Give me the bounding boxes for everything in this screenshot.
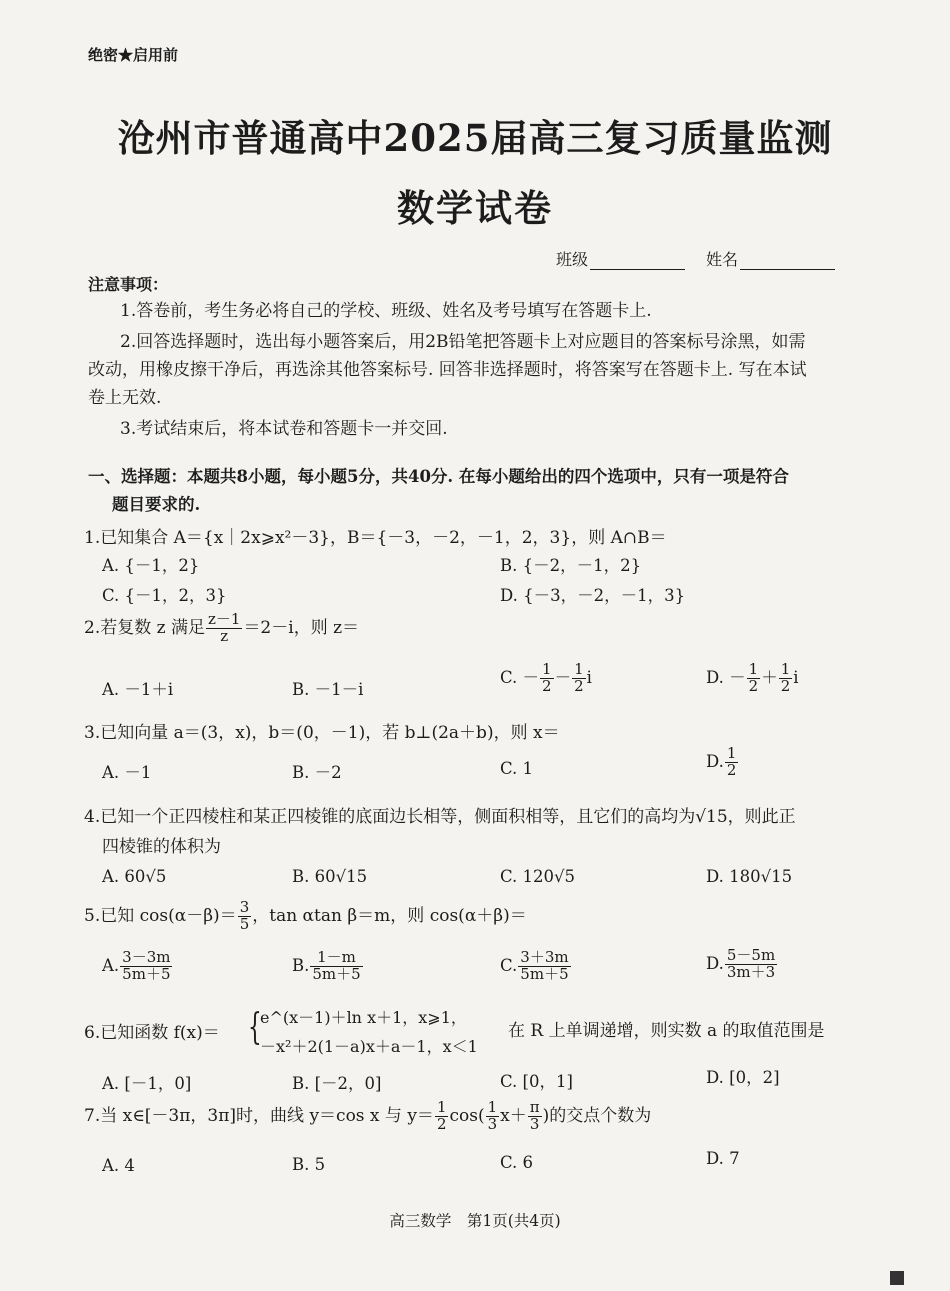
section-line1: 一、选择题：本题共8小题，每小题5分，共40分. 在每小题给出的四个选项中，只有一项是符合	[88, 467, 789, 486]
q2-option-c: C. － $\frac{1}{2}$ － $\frac{1}{2}$ i	[500, 660, 592, 695]
page-footer: 高三数学 第1页(共4页)	[389, 1212, 561, 1230]
q1-stem: 1.已知集合 A＝{x｜2x⩾x²－3}，B＝{－3，－2，－1，2，3}，则 A∩B＝	[84, 528, 667, 548]
q3-option-c: C. 1	[500, 759, 534, 778]
name-field	[706, 247, 835, 270]
q6-stem-tail: 在 R 上单调递增，则实数 a 的取值范围是	[508, 1021, 825, 1041]
q4-option-d: D. 180√15	[706, 867, 793, 886]
q1-option-a: A. {－1，2}	[102, 556, 200, 575]
q2-option-b: B. －1－i	[292, 680, 364, 699]
q2-option-d: D. － $\frac{1}{2}$ ＋ $\frac{1}{2}$ i	[706, 660, 799, 695]
section-heading	[88, 463, 789, 519]
q3-option-d: D. $\frac{1}{2}$	[706, 744, 737, 779]
notes-heading: 注意事项：	[88, 275, 169, 294]
q6-option-a: A. [－1，0]	[102, 1074, 192, 1093]
q7-option-a: A. 4	[102, 1156, 135, 1175]
q3-stem: 3.已知向量 a＝(3，x)，b＝(0，－1)，若 b⊥(2a＋b)，则 x＝	[84, 723, 560, 743]
exam-subtitle: 数学试卷	[397, 186, 553, 230]
class-blank	[590, 253, 685, 270]
q2-stem: 2.若复数 z 满足 $\frac{z-1}{z}$ ＝2－i，则 z＝	[84, 610, 360, 645]
exam-title: 沧州市普通高中2025届高三复习质量监测	[117, 116, 833, 160]
q6-option-c: C. [0，1]	[500, 1072, 573, 1091]
q5-option-b: B. $\frac{1-m}{5m+5}$	[292, 948, 361, 983]
q6-stem-lead: 6.已知函数 f(x)＝	[84, 1023, 220, 1043]
q7-option-d: D. 7	[706, 1149, 740, 1168]
q7-option-c: C. 6	[500, 1153, 534, 1172]
q3-option-b: B. －2	[292, 763, 342, 782]
q5-option-c: C. $\frac{3+3m}{5m+5}$	[500, 948, 569, 983]
q4-stem-line2: 四棱锥的体积为	[102, 837, 221, 857]
q6-brace: {	[248, 1007, 262, 1048]
q6-case2: －x²＋2(1－a)x＋a－1，x＜1	[260, 1037, 478, 1056]
note-1: 1.答卷前，考生务必将自己的学校、班级、姓名及考号填写在答题卡上.	[120, 301, 652, 321]
q4-option-a: A. 60√5	[102, 867, 167, 886]
class-field	[556, 247, 685, 270]
note-2-line3: 卷上无效.	[88, 388, 162, 408]
confidential-label: 绝密★启用前	[88, 46, 179, 64]
q2-fraction: $\frac{z-1}{z}$	[207, 610, 241, 645]
q5-option-a: A. $\frac{3-3m}{5m+5}$	[102, 948, 171, 983]
q7-stem: 7.当 x∈[－3π，3π]时，曲线 y＝cos x 与 y＝ $\frac{1}{2}$ cos( $\frac{1}{3}$ x＋ $\frac{\pi}{3}$ )的交点个数为	[84, 1098, 652, 1133]
q5-option-d: D. $\frac{5-5m}{3m+3}$	[706, 946, 776, 981]
name-blank	[740, 253, 835, 270]
q7-option-b: B. 5	[292, 1155, 326, 1174]
q1-option-c: C. {－1，2，3}	[102, 586, 227, 605]
q6-option-b: B. [－2，0]	[292, 1074, 382, 1093]
note-2-line2: 改动，用橡皮擦干净后，再选涂其他答案标号. 回答非选择题时，将答案写在答题卡上. 写在本试	[88, 360, 807, 380]
q1-option-b: B. {－2，－1，2}	[500, 556, 642, 575]
q4-stem-line1: 4.已知一个正四棱柱和某正四棱锥的底面边长相等，侧面积相等，且它们的高均为√15，则此正	[84, 807, 796, 827]
q3-option-a: A. －1	[102, 763, 152, 782]
q1-option-d: D. {－3，－2，－1，3}	[500, 586, 686, 605]
section-line2: 题目要求的.	[112, 495, 201, 514]
note-3: 3.考试结束后，将本试卷和答题卡一并交回.	[120, 419, 448, 439]
note-2-line1: 2.回答选择题时，选出每小题答案后，用2B铅笔把答题卡上对应题目的答案标号涂黑，如需	[120, 332, 806, 352]
q6-case1: e^(x－1)＋ln x＋1，x⩾1，	[260, 1008, 467, 1027]
q6-option-d: D. [0，2]	[706, 1068, 780, 1087]
q2-option-a: A. －1＋i	[102, 680, 174, 699]
q5-stem: 5.已知 cos(α－β)＝ $\frac{3}{5}$ ，tan αtan β＝m，则 cos(α＋β)＝	[84, 898, 527, 933]
class-label: 班级	[556, 250, 589, 269]
name-label: 姓名	[706, 250, 739, 269]
q4-option-b: B. 60√15	[292, 867, 368, 886]
qr-code-icon	[890, 1271, 904, 1285]
q4-option-c: C. 120√5	[500, 867, 576, 886]
